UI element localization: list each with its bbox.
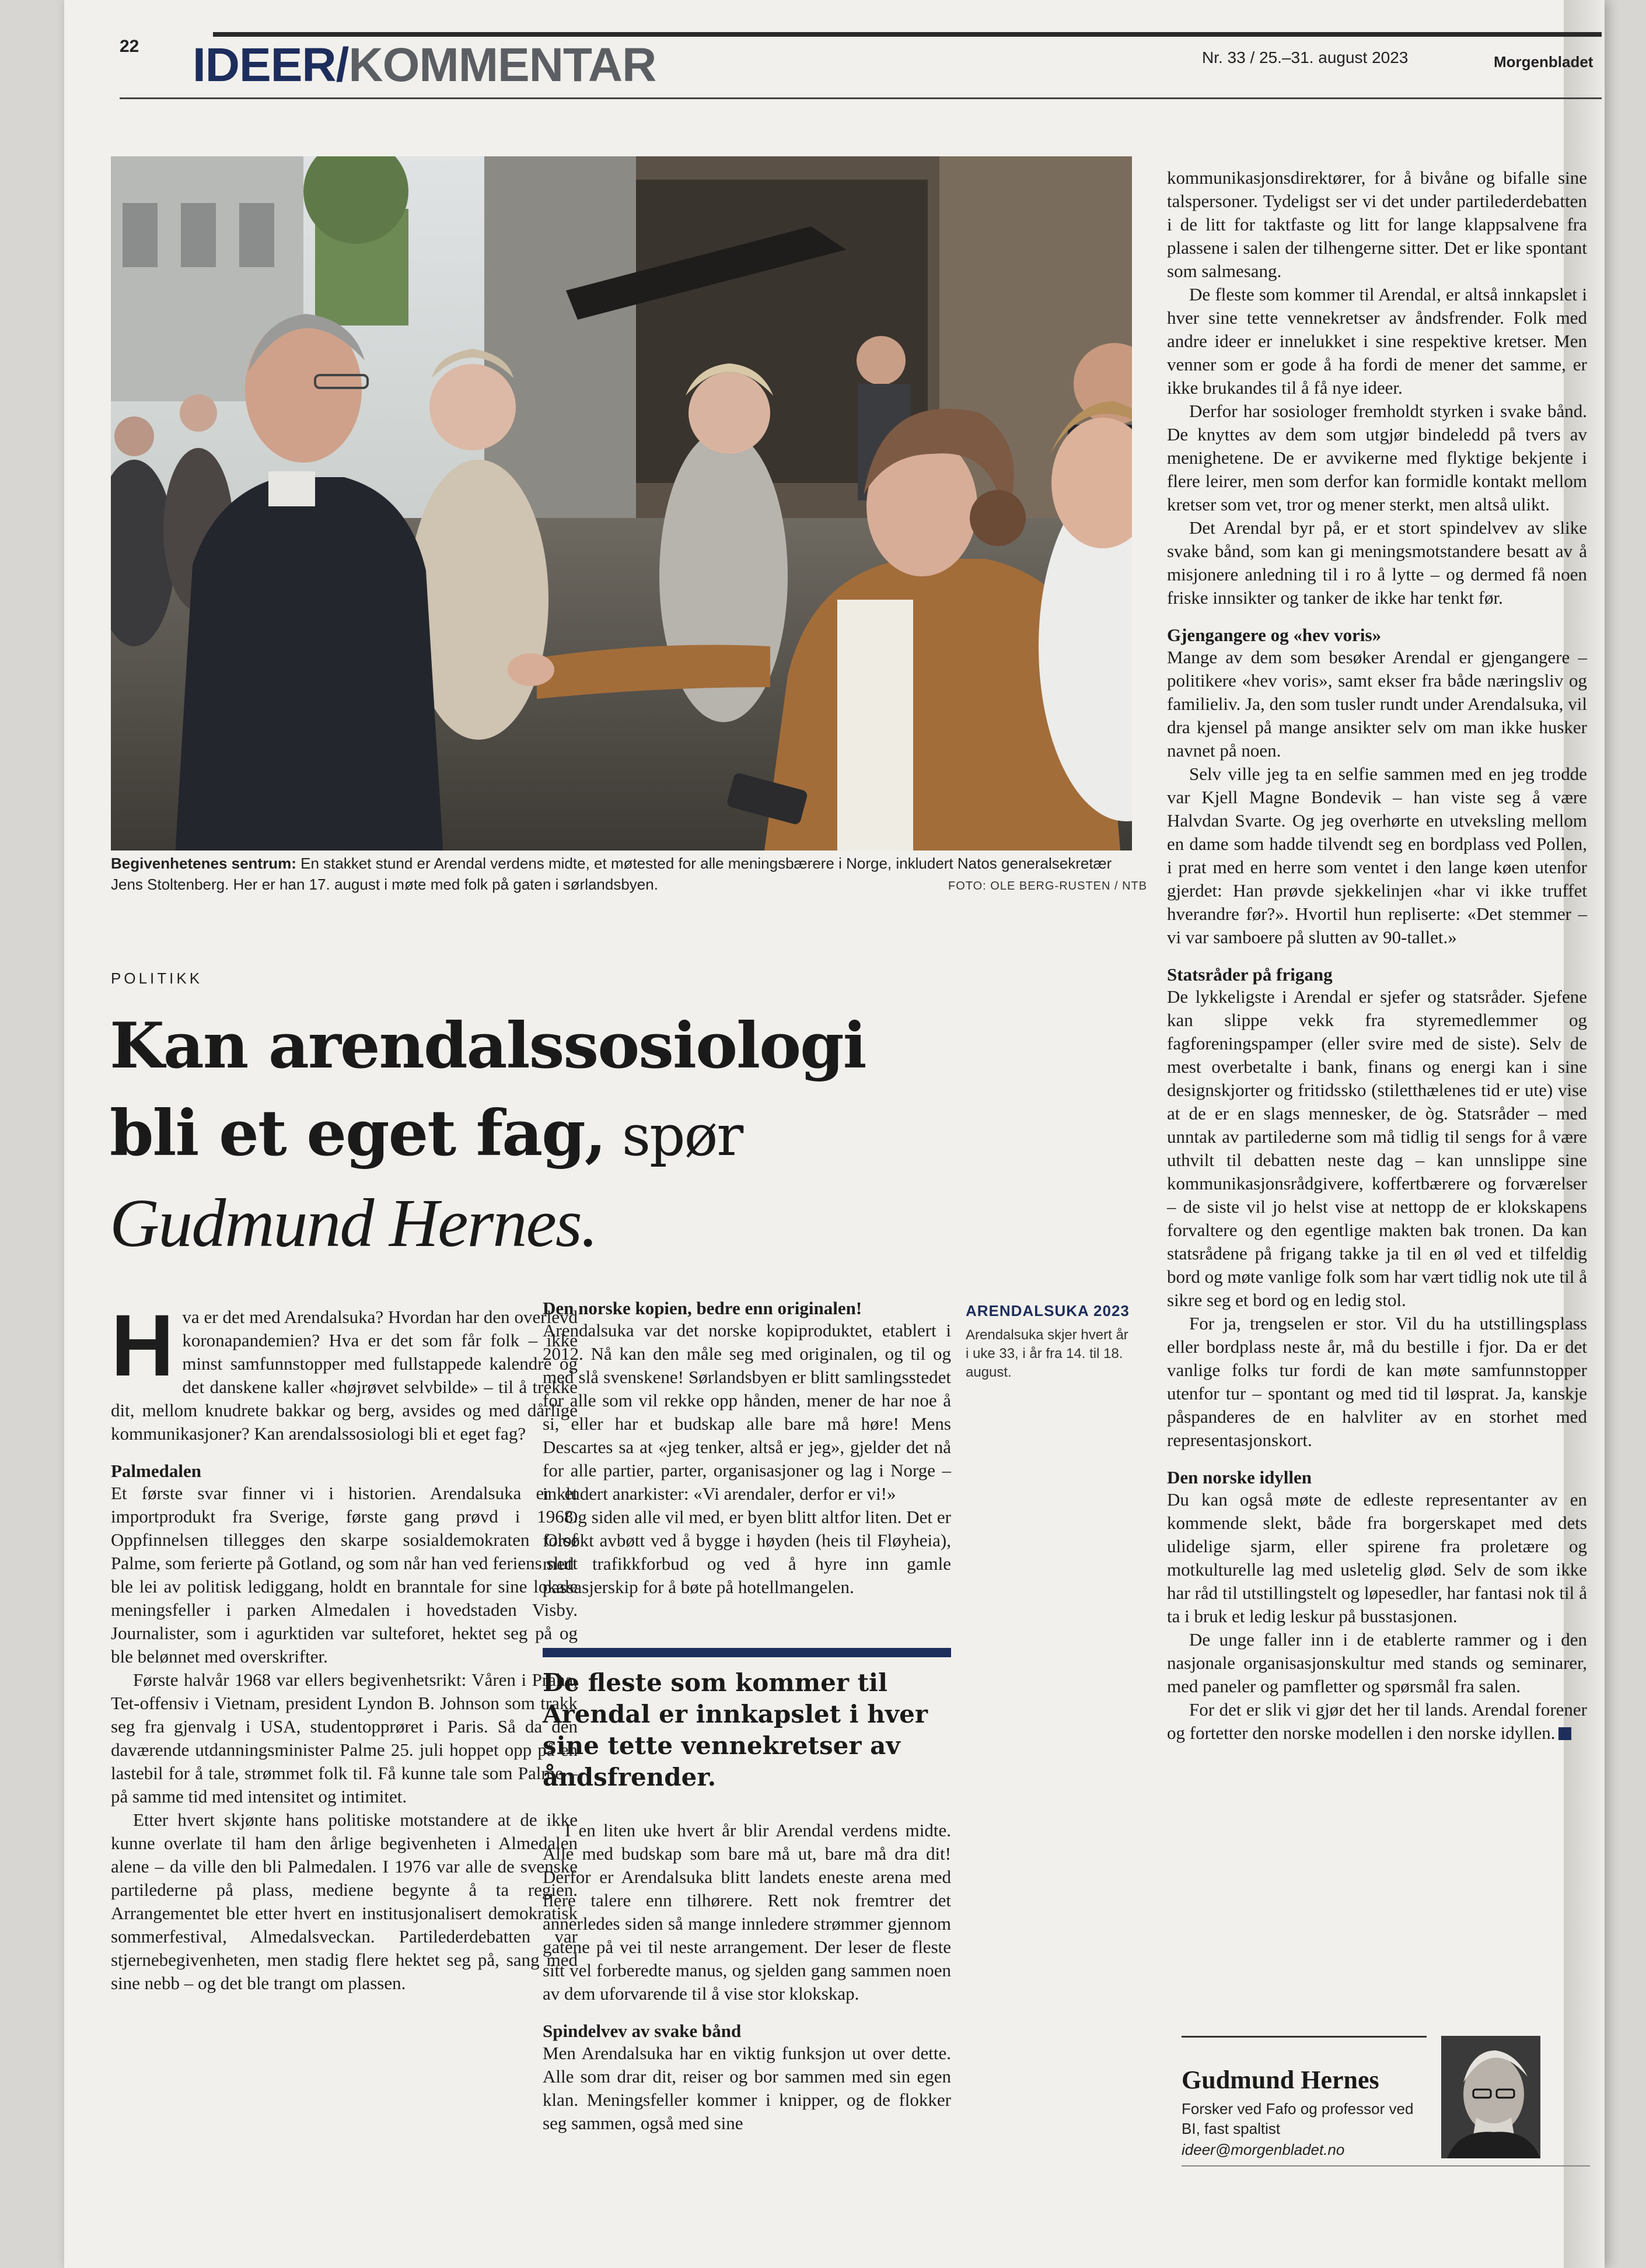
paragraph: Selv ville jeg ta en selfie sammen med en jeg trodde var Kjell Magne Bondevik – han viste seg å være Halvdan Svarte. Og jeg overhørte en utveksling mellom en dame som hadde tilvendt seg en bordplass ved Pollen, i prat med en herre som ventet i den lange køen utenfor gjerdet: Han prøvde sjekkelinjen «har vi ikke truffet hverandre før?». Hvortil hun repliserte: «Det stemmer – vi var samboere på slutten av 90-tallet.» [1167,764,1587,947]
headline-line-2a: bli et eget fag, [110,1097,606,1170]
fact-box-body: Arendalsuka skjer hvert år i uke 33, i år fra 14. til 18. august. [966,1327,1128,1380]
headline-line-1: Kan arendalssosiologi [110,1009,866,1083]
paragraph: Du kan også møte de edleste representanter av en kommende slekt, både fra borgerskapet med dets ulidelige sjarm, eller spirene fra proletære og motkulturelle lag med usletelig glød. Selv de som ikke har råd til utstillingstelt og løpesedler, har fantasi nok til å ta i bruk et ledig leskur på busstasjonen. [1167,1489,1587,1626]
headline-line-2 [110,1090,1043,1180]
photo-illustration [111,156,1132,850]
paragraph: I en liten uke hvert år blir Arendal verdens midte. Alle med budskap som bare må ut, bare må dra dit! Derfor er Arendalsuka blitt landets eneste arena med flere talere enn tilhørere. Rett nok fremtrer det annerledes siden så mange innledere strømmer gjennom gatene på vei til neste arrangement. Der leser de fleste sitt vel forberedte manus, og sjelden gang sammen noen av dem uforvarende til å vise stor klokskap. [543,1820,951,2004]
final-paragraph [1167,1698,1587,1745]
final-text: For det er slik vi gjør det her til lands. Arendal forener og fortetter den norske modellen i den norske idyllen. [1167,1699,1587,1743]
paragraph: Etter hvert skjønte hans politiske motstandere at de ikke kunne overlate til ham den årlige begivenheten i Almedalen alene – da ville den bli Palmedalen. I 1976 var alle de svenske partilederne på plass, mediene begynte å ta regien. Arrangementet ble etter hvert en institusjonalisert demokratisk sommerfestival, Almedalsveckan. Partilederdebatten var stjernebegivenheten, men stadig flere hektet seg på, sang med sine nebb – og det ble trangt om plassen. [111,1810,578,1993]
subhead-palmedalen: Palmedalen [111,1461,201,1481]
paragraph: De fleste som kommer til Arendal, er altså innkapslet i hver sine tette vennekretser av åndsfrender. Folk med andre ideer er innelukket i sine respektive kretser. Men venner som er gode å ha fordi de mener det samme, er ikke brukandes til å få nye ideer. [1167,284,1587,398]
column-1 [111,1296,578,1995]
subhead-kopien: Den norske kopien, bedre enn originalen! [543,1298,862,1318]
byline-rule [1182,2036,1427,2038]
street-photo [111,156,1132,850]
subhead-gjengangere: Gjengangere og «hev voris» [1167,625,1382,645]
header-rule-bottom [120,97,1602,99]
paper-name: Morgenbladet [1494,53,1593,71]
paragraph: De lykkeligste i Arendal er sjefer og statsråder. Sjefene kan slippe vekk fra styremedlemmer og fagforeningspamper (eller svire med de siste). Selv de mest overbetalte i bank, finans og energi kan i sine designskjorter og fritidssko (stiletthælenes tid er ute) vise at de er en slags mennesker, de òg. Statsråder – med unntak av partilederne som må tidlig til sengs for å være uthvilt til debatten neste dag – kan unnslippe sine kommunikasjonsrådgivere, koffertbærere og forværelser – de siste vil jo helst vise at nettopp de er klokskapens forvaltere og den egentlige makten bak tronen. Da kan statsrådene på frigang takke ja til en øl ved et tilfeldig bord og møte vanlige folk som har vært tidlig nok ute til å sikre seg et bord og en ledig stol. [1167,986,1587,1310]
author-description: Forsker ved Fafo og professor ved BI, fast spaltist [1182,2100,1414,2137]
author-email[interactable]: ideer@morgenbladet.no [1182,2141,1345,2158]
author-portrait [1441,2036,1540,2158]
column-3 [1167,166,1587,1745]
column-2-lower [543,1819,951,2135]
section-ideer: IDEER/ [193,38,349,92]
column-2 [543,1298,951,1599]
paragraph: Men Arendalsuka har en viktig funksjon ut over dette. Alle som drar dit, reiser og bor sammen med sin egen klan. Meningsfeller kommer i knipper, og de flokker seg sammen, også med sine [543,2043,951,2133]
byline-rule-bottom [1182,2165,1590,2166]
pullquote-bar [543,1648,951,1657]
paragraph: For ja, trengselen er stor. Vil du ha utstillingsplass eller bordplass neste år, må du bestille i fjor. Da er det vanlige folks tur fordi de kan møte samfunnstopper utenfor tur – spontant og med tid til løsprat. Ja, kanskje påspanderes de en halvliter av en storhet med representasjonskort. [1167,1313,1587,1450]
paragraph: Og siden alle vil med, er byen blitt altfor liten. Det er forsøkt avbøtt ved å bygge i høyden (heis til Fløyheia), med trafikkforbud og ved å hyre inn gamle passasjerskip for å bøte på hotellmangelen. [543,1507,951,1597]
caption-text: En stakket stund er Arendal verdens midte, et møtested for alle meningsbærere i Norge, inkludert Natos generalsekretær Jens Stoltenberg. Her er han 17. august i møte med folk på gaten i sørlandsbyen. [111,855,1112,893]
subhead-spindelvev: Spindelvev av svake bånd [543,2021,742,2041]
author-name: Gudmund Hernes [1182,2066,1379,2094]
subhead-idyllen: Den norske idyllen [1167,1467,1312,1488]
paragraph: Første halvår 1968 var ellers begivenhetsrikt: Våren i Praha, Tet-offensiv i Vietnam, president Lyndon B. Johnson som trakk seg fra gjenvalg i USA, studentopprøret i Paris. Så da den daværende utdanningsminister Palme 25. juli hoppet opp på en lastebil for å tale, strømmet folk til. Få kunne tale som Palme – på samme tid med intensitet og intimitet. [111,1670,578,1807]
page-number: 22 [120,37,139,56]
section-kommentar: KOMMENTAR [348,38,656,92]
end-mark-icon [1558,1727,1571,1740]
paragraph: De unge faller inn i de etablerte rammer og i den nasjonale organisasjonskultur med stands og seminarer, med paneler og pamfletter og spørsmål fra salen. [1167,1629,1587,1696]
headline [110,1002,1043,1267]
headline-line-2b: spør [605,1103,743,1168]
paragraph: Derfor har sosiologer fremholdt styrken i svake bånd. De knyttes av dem som utgjør bindeledd på tvers av menighetene. De er avvikerne med flyktige bekjente i flere leirer, men som derfor kan formidle kontakt mellom kretser som vet, tror og mener sterkt, men altså ulikt. [1167,401,1587,514]
byline [1182,2036,1590,2176]
paragraph: Mange av dem som besøker Arendal er gjengangere – politikere «hev voris», samt ekser fra både næringsliv og familieliv. Ja, den som tusler rundt under Arendalsuka, vil dra kjensel på mange ansikter selv om man ikke husker navnet på noen. [1167,647,1587,761]
header-rule-top [213,32,1602,37]
caption-lead: Begivenhetenes sentrum: [111,855,296,872]
portrait-illustration [1441,2036,1540,2158]
intro-paragraph [111,1296,578,1446]
issue-date: Nr. 33 / 25.–31. august 2023 [1202,48,1409,66]
drop-cap: H [111,1296,174,1394]
pullquote: De fleste som kommer til Arendal er innkapslet i hver sine tette vennekretser av åndsfrender. [543,1668,928,1791]
paragraph: Arendalsuka var det norske kopiproduktet, etablert i 2012. Nå kan den måle seg med originalen, og til og med slå svenskene! Sørlandsbyen er blitt samlingsstedet for alle som vil rekke opp hånden, mener de har noe å si, eller har et budskap alle bare må høre! Mens Descartes sa at «jeg tenker, altså er jeg», gjelder det nå for alle partier, parter, organisasjoner og lag i Norge – inkludert anarkister: «Vi arendaler, derfor er vi!» [543,1320,951,1504]
newspaper-page [64,0,1605,2268]
paragraph: Et første svar finner vi i historien. Arendalsuka er et importprodukt fra Sverige, første gang prøvd i 1968. Oppfinnelsen tillegges den skarpe sosialdemokraten Olof Palme, som ferierte på Gotland, og som når han ved feriens slutt ble lei av politisk lediggang, holdt en branntale for sine lokale meningsfeller i parken Almedalen i hovedstaden Visby. Journalister, som i agurktiden var sulteforet, hektet seg på og ble belønnet med overskrifter. [111,1483,578,1667]
intro-text: va er det med Arendalsuka? Hvordan har den overlevd koronapandemien? Hva er det som får folk – ikke minst samfunnstopper med fullstappede kalendre og det danskene kaller «højrøvet selvbilde» – til å trekke dit, mellom knudrete bakkar og berg, avsides og med dårlige kommunikasjoner? Kan arendalssosiologi bli et eget fag? [111,1307,578,1444]
photo-credit: FOTO: OLE BERG-RUSTEN / NTB [948,880,1148,892]
subhead-statsrader: Statsråder på frigang [1167,964,1333,985]
fact-box-title: ARENDALSUKA 2023 [966,1302,1130,1320]
fact-box [966,1302,1135,1382]
paragraph: kommunikasjonsdirektører, for å bivåne og bifalle sine talspersoner. Tydeligst ser vi det under partilederdebatten i de litt for taktfaste og litt for lange klappsalvene fra plassene i salen der tilhengerne sitter. Det er like spontant som salmesang. [1167,167,1587,281]
headline-author: Gudmund Hernes. [110,1185,597,1261]
paragraph: Det Arendal byr på, er et stort spindelvev av slike svake bånd, som kan gi meningsmotstandere besatt av å misjonere anledning til i ro å lytte – og dermed få noen friske innsikter og tanker de ikke har tenkt før. [1167,517,1587,608]
kicker: POLITIKK [111,970,203,987]
section-title [193,38,656,93]
page-header [120,32,1602,102]
